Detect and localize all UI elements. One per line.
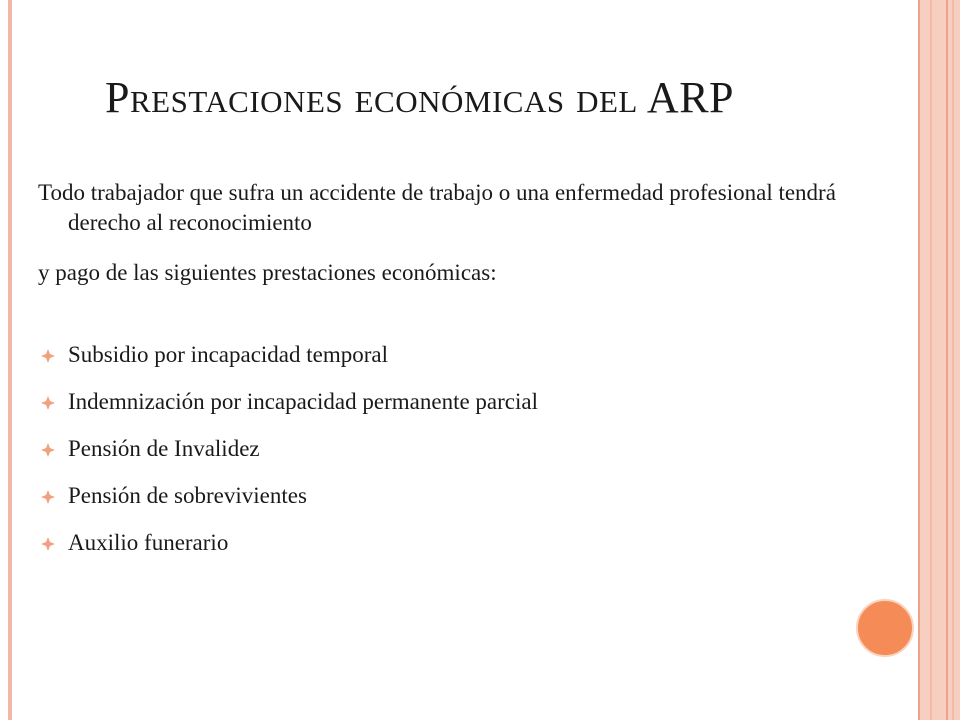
diamond-bullet-icon <box>41 443 55 457</box>
benefits-list <box>38 340 908 558</box>
list-item-label: Auxilio funerario <box>68 530 229 555</box>
right-stripe <box>918 0 920 720</box>
list-item <box>38 481 908 511</box>
diamond-bullet-icon <box>41 349 55 363</box>
intro-paragraph: Todo trabajador que sufra un accidente de trabajo o una enfermedad profesional tendrá derecho al reconocimiento <box>38 180 836 235</box>
list-item <box>38 434 908 464</box>
list-item-label: Subsidio por incapacidad temporal <box>68 342 389 367</box>
slide-title: Prestaciones económicas del ARP <box>105 73 735 122</box>
slide-body <box>38 178 908 575</box>
list-item <box>38 387 908 417</box>
diamond-bullet-icon <box>41 396 55 410</box>
orange-circle-decoration <box>856 599 914 657</box>
list-item-label: Pensión de sobrevivientes <box>68 483 307 508</box>
list-item <box>38 528 908 558</box>
list-item-label: Indemnización por incapacidad permanente parcial <box>68 389 538 414</box>
left-border-decoration <box>8 0 12 720</box>
diamond-bullet-icon <box>41 490 55 504</box>
right-stripe <box>952 0 954 720</box>
intro-paragraph-continuation: y pago de las siguientes prestaciones económicas: <box>38 260 497 285</box>
right-stripe <box>930 0 932 720</box>
diamond-bullet-icon <box>41 537 55 551</box>
list-item <box>38 340 908 370</box>
right-stripe <box>946 0 948 720</box>
list-item-label: Pensión de Invalidez <box>68 436 260 461</box>
